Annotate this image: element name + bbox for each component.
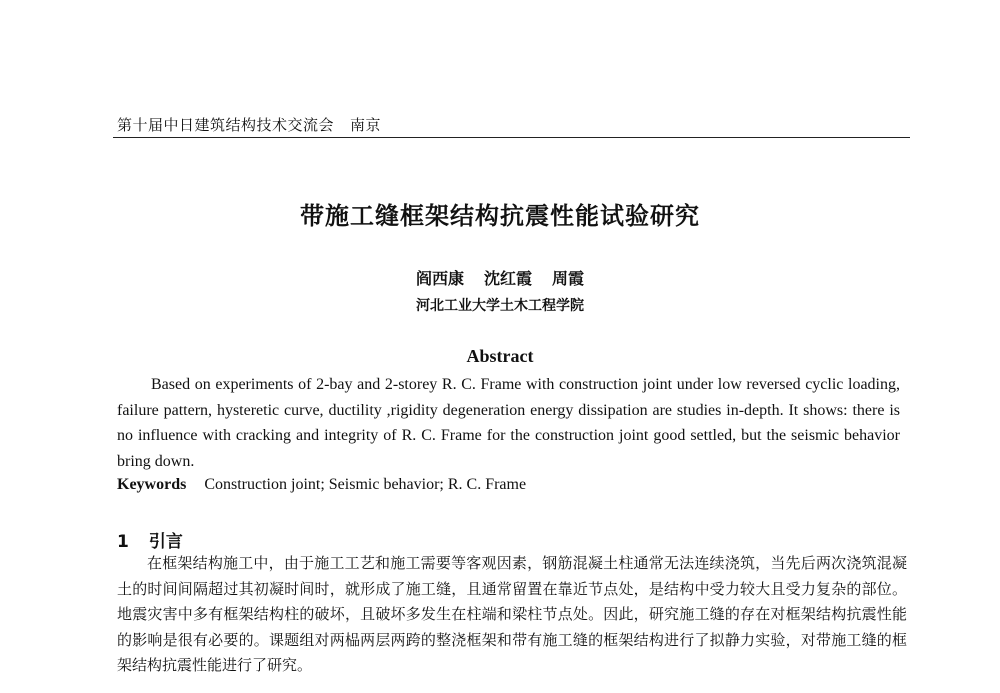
author-name: 周霞 bbox=[552, 269, 585, 288]
keywords-line bbox=[117, 474, 907, 496]
author-name: 沈红霞 bbox=[483, 269, 532, 288]
abstract-heading: Abstract bbox=[466, 346, 534, 366]
affiliation: 河北工业大学土木工程学院 bbox=[416, 298, 584, 314]
running-header bbox=[117, 115, 909, 135]
keywords-label: Keywords bbox=[117, 476, 187, 493]
author-name: 阎西康 bbox=[415, 269, 464, 288]
header-rule bbox=[113, 137, 910, 138]
section-heading bbox=[117, 527, 183, 552]
keywords-text: Construction joint; Seismic behavior; R. C. Frame bbox=[204, 476, 527, 493]
author-list bbox=[0, 266, 1000, 289]
abstract-text: Based on experiments of 2-bay and 2-storey R. C. Frame with construction joint under low reversed cyclic loading, failure pattern, hysteretic curve, ductility ,rigidity degeneration energy dissipation are studies in-depth. It shows: there is no influence with cracking and integrity of R. C. Frame for the construction joint good settled, but the seismic behavior bring down. bbox=[117, 376, 900, 470]
section-title: 引言 bbox=[148, 532, 183, 552]
paper-title: 带施工缝框架结构抗震性能试验研究 bbox=[300, 202, 700, 230]
section-number: 1 bbox=[117, 532, 129, 552]
conference-city: 南京 bbox=[350, 116, 382, 134]
introduction-paragraph: 在框架结构施工中，由于施工工艺和施工需要等客观因素，钢筋混凝土柱通常无法连续浇筑，当先后两次浇筑混凝土的时间间隔超过其初凝时间时，就形成了施工缝，且通常留置在靠近节点处，是结构中受力较大且受力复杂的部位。地震灾害中多有框架结构柱的破坏，且破坏多发生在柱端和梁柱节点处。因此，研究施工缝的存在对框架结构抗震性能的影响是很有必要的。课题组对两榀两层两跨的整浇框架和带有施工缝的框架结构进行了拟静力实验，对带施工缝的框架结构抗震性能进行了研究。 bbox=[117, 554, 907, 674]
conference-name: 第十届中日建筑结构技术交流会 bbox=[117, 116, 335, 134]
